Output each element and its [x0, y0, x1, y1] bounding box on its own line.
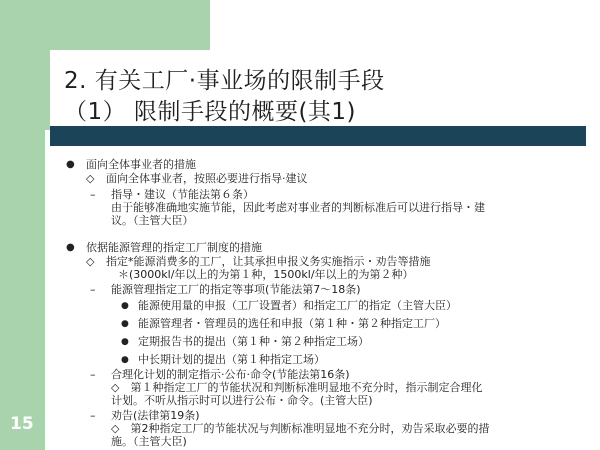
section1-heading: 面向全体事业者的措施: [86, 158, 196, 171]
section2-dash3-body-1: ◇ 第2种指定工厂的节能状况与判断标准明显地不充分时，劝告采取必要的措: [111, 422, 490, 435]
subitem: 中长期计划的提出（第１种指定工场）: [138, 353, 325, 366]
section2-note: ＊(3000kl/年以上的为第１种，1500kl/年以上的为第２种）: [118, 268, 414, 281]
page-number: 15: [10, 414, 34, 434]
diamond-icon: ◇: [86, 172, 95, 185]
sub-bullet-icon: ●: [121, 301, 129, 311]
section2-dash1: 能源管理指定工厂的指定等事项(节能法第7～18条): [111, 283, 361, 296]
section2-heading: 依据能源管理的指定工厂制度的措施: [86, 241, 262, 254]
section2-dash2-title: 合理化计划的制定指示·公布·命令(节能法第16条): [111, 368, 350, 381]
section2-dash3-body-2: 施。（主管大臣): [111, 435, 187, 448]
section1-dash-body-1: 由于能够准确地实施节能，因此考虑对事业者的判断标准后可以进行指导・建: [111, 201, 485, 214]
section2-diamond-text: 指定*能源消费多的工厂，让其承担申报义务实施指示・劝告等措施: [106, 255, 431, 268]
sub-bullet-icon: ●: [121, 355, 129, 365]
bullet-icon: ●: [66, 242, 75, 253]
section1-diamond-text: 面向全体事业者，按照必要进行指导·建议: [106, 172, 308, 185]
dash-icon: –: [90, 283, 96, 296]
section2-dash2-body-1: ◇ 第１种指定工厂的节能状况和判断标准明显地不充分时，指示制定合理化: [111, 381, 483, 394]
dash-icon: –: [90, 409, 96, 422]
diamond-icon: ◇: [86, 255, 95, 268]
slide-title-line2: （1） 限制手段的概要(其1): [64, 99, 357, 125]
dash-icon: –: [90, 188, 96, 201]
sub-bullet-icon: ●: [121, 319, 129, 329]
section2-dash2-body-2: 计划。不听从指示时可以进行公布・命令。(主管大臣): [111, 394, 373, 407]
dash-icon: –: [90, 368, 96, 381]
section2-dash3-title: 劝告(法律第19条): [111, 409, 200, 422]
slide-title-line1: 2. 有关工厂·事业场的限制手段: [64, 68, 385, 94]
subitem: 能源管理者・管理员的选任和申报（第１种・第２种指定工厂）: [138, 317, 446, 330]
subitem: 定期报告书的提出（第１种・第２种指定工场）: [138, 335, 369, 348]
subitem: 能源使用量的申报（工厂设置者）和指定工厂的指定（主管大臣）: [138, 299, 457, 312]
sub-bullet-icon: ●: [121, 337, 129, 347]
section1-dash-body-2: 议。（主管大臣）: [111, 214, 194, 227]
section1-dash-title: 指导・建议（节能法第６条）: [111, 188, 254, 201]
bullet-icon: ●: [66, 159, 75, 170]
